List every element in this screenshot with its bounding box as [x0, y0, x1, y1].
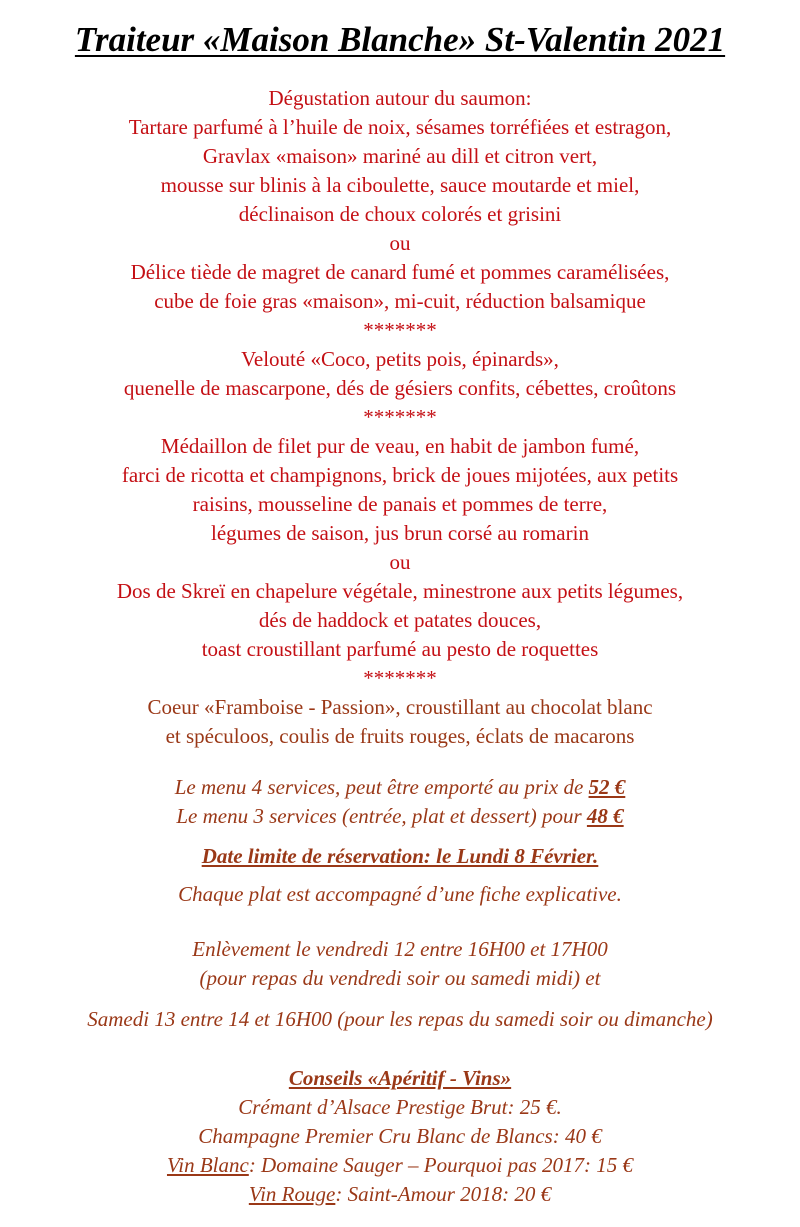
pickup-line: Samedi 13 entre 14 et 16H00 (pour les repas du samedi soir ou dimanche)	[87, 1007, 713, 1031]
menu-line: légumes de saison, jus brun corsé au romarin	[211, 521, 589, 545]
wine-white	[0, 1151, 800, 1180]
pickup-line: Enlèvement le vendredi 12 entre 16H00 et 17H00	[192, 937, 608, 961]
menu-line: cube de foie gras «maison», mi-cuit, réduction balsamique	[154, 289, 646, 313]
course-separator: *******	[363, 666, 437, 690]
wine-white-text: : Domaine Sauger – Pourquoi pas 2017: 15 €	[248, 1153, 634, 1177]
price-48: 48 €	[586, 804, 624, 828]
price-line-4-services	[0, 773, 800, 802]
wine-champagne: Champagne Premier Cru Blanc de Blancs: 40 €	[198, 1124, 602, 1148]
price-52: 52 €	[588, 775, 626, 799]
wine-advice-heading: Conseils «Apéritif - Vins»	[288, 1066, 512, 1090]
wine-cremant: Crémant d’Alsace Prestige Brut: 25 €.	[238, 1095, 562, 1119]
course-separator: *******	[363, 405, 437, 429]
menu-line: mousse sur blinis à la ciboulette, sauce moutarde et miel,	[160, 173, 640, 197]
starter-heading: Dégustation autour du saumon:	[268, 86, 532, 110]
menu-line: Velouté «Coco, petits pois, épinards»,	[241, 347, 559, 371]
menu-line: déclinaison de choux colorés et grisini	[238, 202, 562, 226]
or-separator: ou	[389, 550, 411, 574]
wine-red-label: Vin Rouge	[248, 1182, 336, 1206]
pickup-line: (pour repas du vendredi soir ou samedi midi) et	[199, 966, 601, 990]
menu-line: Médaillon de filet pur de veau, en habit de jambon fumé,	[160, 434, 640, 458]
menu-line: dés de haddock et patates douces,	[258, 608, 542, 632]
course-separator: *******	[363, 318, 437, 342]
dessert-line: Coeur «Framboise - Passion», croustillant au chocolat blanc	[147, 695, 653, 719]
price-text: Le menu 4 services, peut être emporté au prix de	[174, 775, 589, 799]
price-line-3-services	[0, 802, 800, 831]
menu-line: quenelle de mascarpone, dés de gésiers confits, cébettes, croûtons	[123, 376, 677, 400]
wine-red-text: : Saint-Amour 2018: 20 €	[335, 1182, 552, 1206]
menu-line: raisins, mousseline de panais et pommes de terre,	[192, 492, 608, 516]
menu-line: toast croustillant parfumé au pesto de roquettes	[201, 637, 599, 661]
info-line: Chaque plat est accompagné d’une fiche explicative.	[178, 882, 622, 906]
menu-line: Dos de Skreï en chapelure végétale, minestrone aux petits légumes,	[116, 579, 684, 603]
wine-white-label: Vin Blanc	[166, 1153, 249, 1177]
or-separator: ou	[389, 231, 411, 255]
wine-red	[0, 1180, 800, 1209]
menu-line: Tartare parfumé à l’huile de noix, sésames torréfiées et estragon,	[128, 115, 672, 139]
price-text: Le menu 3 services (entrée, plat et dessert) pour	[176, 804, 587, 828]
dessert-line: et spéculoos, coulis de fruits rouges, éclats de macarons	[165, 724, 635, 748]
page-title: Traiteur «Maison Blanche» St-Valentin 2021	[74, 20, 726, 59]
reservation-deadline: Date limite de réservation: le Lundi 8 Février.	[201, 844, 599, 868]
menu-line: Gravlax «maison» mariné au dill et citron vert,	[202, 144, 598, 168]
menu-line: farci de ricotta et champignons, brick de joues mijotées, aux petits	[121, 463, 679, 487]
menu-line: Délice tiède de magret de canard fumé et pommes caramélisées,	[130, 260, 670, 284]
